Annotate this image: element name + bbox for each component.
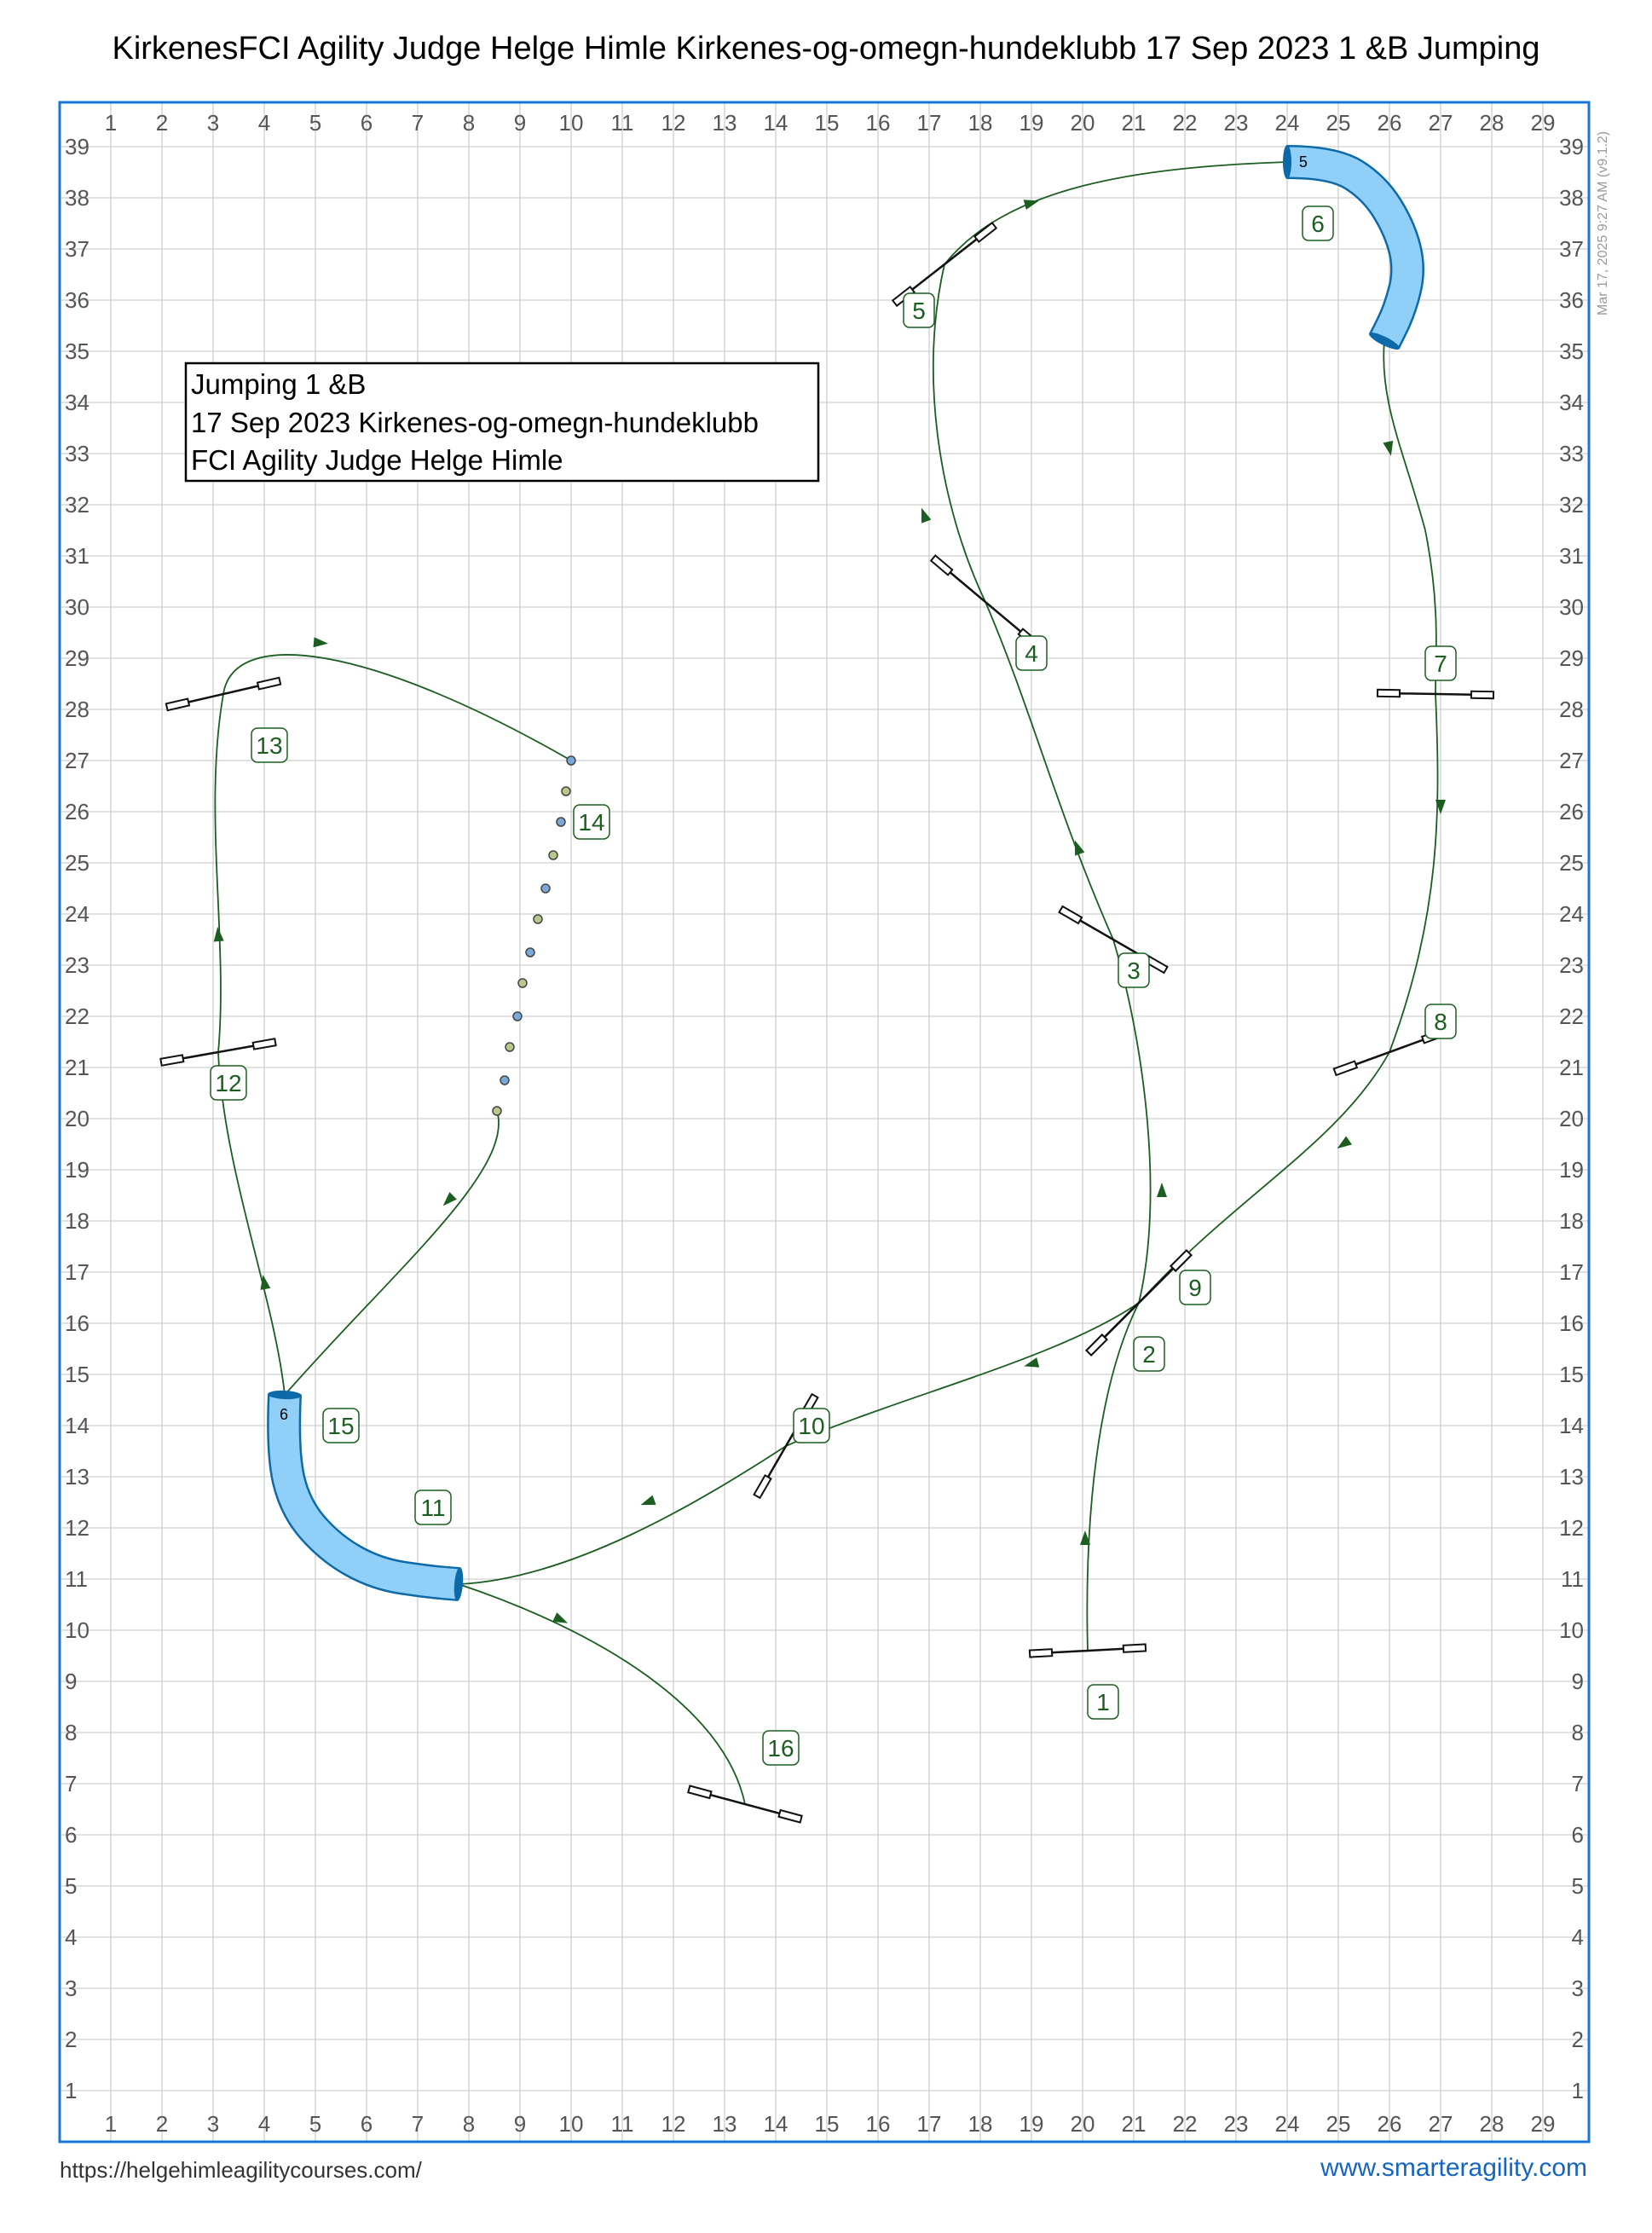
axis-label-x-top: 8 xyxy=(462,110,476,136)
obstacle-label-13 xyxy=(251,728,287,762)
axis-label-y-left: 1 xyxy=(65,2078,78,2103)
axis-label-x-bottom: 1 xyxy=(104,2111,118,2137)
axis-label-y-left: 18 xyxy=(65,1208,90,1234)
obstacle-label-text: 12 xyxy=(215,1070,242,1096)
axis-label-x-top: 13 xyxy=(712,110,737,136)
axis-label-y-right: 14 xyxy=(1559,1413,1584,1438)
axis-label-x-top: 12 xyxy=(661,110,686,136)
axis-label-x-top: 9 xyxy=(513,110,527,136)
axis-label-y-right: 6 xyxy=(1571,1822,1584,1848)
axis-label-y-right: 16 xyxy=(1559,1310,1584,1336)
axis-label-y-right: 9 xyxy=(1571,1669,1584,1694)
axis-label-y-left: 23 xyxy=(65,952,90,978)
obstacle-label-text: 4 xyxy=(1025,640,1038,667)
axis-label-x-bottom: 8 xyxy=(462,2111,476,2137)
axis-label-x-bottom: 28 xyxy=(1479,2111,1505,2137)
axis-label-x-bottom: 6 xyxy=(360,2111,373,2137)
weave-pole xyxy=(534,915,542,923)
axis-label-x-bottom: 24 xyxy=(1274,2111,1300,2137)
axis-label-y-right: 27 xyxy=(1559,748,1584,773)
axis-label-y-right: 13 xyxy=(1559,1464,1584,1490)
obstacle-label-text: 10 xyxy=(798,1413,825,1439)
axis-label-x-bottom: 20 xyxy=(1070,2111,1095,2137)
axis-label-y-left: 3 xyxy=(65,1976,78,2001)
axis-label-x-top: 23 xyxy=(1223,110,1249,136)
obstacle-label-text: 13 xyxy=(256,732,283,759)
axis-label-y-left: 33 xyxy=(65,441,90,466)
axis-label-y-right: 12 xyxy=(1559,1515,1584,1541)
axis-label-y-left: 2 xyxy=(65,2027,78,2052)
axis-label-x-bottom: 26 xyxy=(1377,2111,1402,2137)
axis-label-x-top: 15 xyxy=(814,110,840,136)
axis-label-y-right: 31 xyxy=(1559,543,1584,569)
axis-label-x-bottom: 18 xyxy=(968,2111,993,2137)
jump-wing-left xyxy=(1060,906,1083,923)
obstacle-label-text: 14 xyxy=(578,809,605,836)
path-segment xyxy=(459,1584,745,1804)
obstacle-label-11 xyxy=(415,1490,451,1524)
axis-label-y-right: 15 xyxy=(1559,1362,1584,1387)
axis-label-x-top: 3 xyxy=(206,110,220,136)
jump-wing-right xyxy=(779,1810,802,1822)
path-arrow xyxy=(439,1192,457,1210)
jump-wing-left xyxy=(688,1786,711,1798)
axis-label-y-right: 33 xyxy=(1559,441,1584,466)
axis-label-x-top: 2 xyxy=(155,110,169,136)
obstacle-label-14 xyxy=(574,805,609,839)
axis-label-y-right: 5 xyxy=(1571,1873,1584,1899)
axis-label-x-top: 11 xyxy=(610,110,634,136)
axis-label-x-bottom: 14 xyxy=(763,2111,788,2137)
info-box xyxy=(186,363,818,481)
axis-label-x-top: 24 xyxy=(1274,110,1300,136)
obstacle-label-3 xyxy=(1118,953,1149,987)
axis-label-x-top: 1 xyxy=(104,110,118,136)
obstacle-label-text: 8 xyxy=(1434,1009,1447,1035)
axis-label-y-left: 31 xyxy=(65,543,90,569)
axis-label-y-right: 26 xyxy=(1559,799,1584,824)
axis-label-y-right: 20 xyxy=(1559,1106,1584,1131)
axis-label-y-right: 32 xyxy=(1559,492,1584,518)
jump-wing-left xyxy=(166,699,189,711)
weave-pole xyxy=(500,1076,509,1085)
axis-label-y-right: 7 xyxy=(1571,1771,1584,1796)
axis-label-x-top: 20 xyxy=(1070,110,1095,136)
obstacle-label-text: 2 xyxy=(1142,1341,1156,1368)
axis-label-y-right: 17 xyxy=(1559,1259,1584,1285)
jump-wing-left xyxy=(931,556,952,576)
axis-label-x-top: 5 xyxy=(309,110,322,136)
axis-label-y-right: 37 xyxy=(1559,236,1584,262)
info-line-3: FCI Agility Judge Helge Himle xyxy=(191,444,563,476)
path-arrow-head xyxy=(638,1495,656,1510)
path-segment xyxy=(215,694,223,1052)
axis-label-y-left: 7 xyxy=(65,1771,78,1796)
jump-wing-left xyxy=(754,1475,771,1498)
axis-label-y-right: 4 xyxy=(1571,1924,1584,1950)
tunnel-number: 6 xyxy=(279,1406,288,1424)
jump-16 xyxy=(688,1786,801,1823)
axis-label-y-left: 30 xyxy=(65,594,90,620)
weave-pole xyxy=(549,851,557,859)
weave-poles xyxy=(493,756,575,1115)
jump-wing-left xyxy=(160,1055,183,1065)
axis-label-x-top: 25 xyxy=(1326,110,1351,136)
axis-label-y-left: 32 xyxy=(65,492,90,518)
tunnel-number: 5 xyxy=(1298,153,1308,171)
axis-label-y-left: 28 xyxy=(65,697,90,722)
path-segment xyxy=(218,1052,285,1395)
path-arrow xyxy=(1157,1183,1167,1197)
axis-label-y-left: 26 xyxy=(65,799,90,824)
weave-pole xyxy=(493,1107,501,1115)
axis-label-y-right: 23 xyxy=(1559,952,1584,978)
axis-label-y-left: 14 xyxy=(65,1413,90,1438)
jump-wing-right xyxy=(253,1038,276,1049)
axis-label-y-right: 3 xyxy=(1571,1976,1584,2001)
path-segment xyxy=(285,1111,499,1395)
path-arrow xyxy=(212,927,223,942)
axis-label-x-top: 18 xyxy=(968,110,993,136)
axis-label-y-left: 29 xyxy=(65,645,90,671)
axis-label-y-left: 16 xyxy=(65,1310,90,1336)
axis-label-y-right: 18 xyxy=(1559,1208,1584,1234)
axis-label-y-left: 9 xyxy=(65,1669,78,1694)
path-arrow-head xyxy=(439,1192,457,1210)
jump-wing-left xyxy=(1030,1649,1052,1657)
axis-label-x-top: 4 xyxy=(257,110,271,136)
axis-label-x-top: 14 xyxy=(763,110,788,136)
obstacle-label-5 xyxy=(904,293,934,327)
weave-pole xyxy=(518,979,527,987)
path-arrow-head xyxy=(212,927,223,942)
obstacle-label-7 xyxy=(1425,646,1456,680)
axis-label-x-bottom: 21 xyxy=(1121,2111,1147,2137)
obstacle-label-text: 6 xyxy=(1311,211,1325,237)
weave-pole xyxy=(541,884,550,893)
axis-label-y-right: 34 xyxy=(1559,390,1584,415)
page-title: KirkenesFCI Agility Judge Helge Himle Kirkenes-og-omegn-hundeklubb 17 Sep 2023 1 &B Jumping xyxy=(112,31,1540,67)
jump-wing-right xyxy=(1471,691,1493,698)
axis-label-y-left: 15 xyxy=(65,1362,90,1387)
axis-label-x-bottom: 4 xyxy=(257,2111,271,2137)
axis-label-y-right: 35 xyxy=(1559,338,1584,364)
weave-pole xyxy=(513,1012,522,1021)
axis-label-y-left: 37 xyxy=(65,236,90,262)
axis-label-x-top: 16 xyxy=(865,110,891,136)
obstacle-label-8 xyxy=(1425,1004,1456,1038)
info-line-2: 17 Sep 2023 Kirkenes-og-omegn-hundeklubb xyxy=(191,407,759,438)
obstacle-label-text: 5 xyxy=(912,298,926,324)
obstacle-label-text: 11 xyxy=(420,1495,446,1521)
axis-label-y-left: 6 xyxy=(65,1822,78,1848)
jump-13 xyxy=(166,678,280,710)
axis-label-y-right: 28 xyxy=(1559,697,1584,722)
axis-label-y-left: 4 xyxy=(65,1924,78,1950)
axis-label-x-bottom: 25 xyxy=(1326,2111,1351,2137)
axis-label-y-left: 5 xyxy=(65,1873,78,1899)
axis-label-x-bottom: 9 xyxy=(513,2111,527,2137)
tunnel-body xyxy=(284,1395,459,1584)
axis-label-y-left: 34 xyxy=(65,390,90,415)
axis-label-x-bottom: 2 xyxy=(155,2111,169,2137)
axis-label-x-bottom: 3 xyxy=(206,2111,220,2137)
jump-wing-left xyxy=(1086,1334,1106,1355)
axis-label-y-left: 21 xyxy=(65,1055,90,1080)
axis-label-y-left: 35 xyxy=(65,338,90,364)
axis-label-y-right: 24 xyxy=(1559,901,1584,927)
axis-label-x-top: 21 xyxy=(1121,110,1147,136)
weave-pole xyxy=(567,756,575,765)
axis-label-x-bottom: 13 xyxy=(712,2111,737,2137)
path-segment xyxy=(933,264,985,602)
axis-label-x-top: 19 xyxy=(1019,110,1044,136)
path-arrow-head xyxy=(1334,1136,1352,1153)
path-segment xyxy=(1113,940,1151,1303)
axis-label-y-left: 12 xyxy=(65,1515,90,1541)
axis-label-x-top: 17 xyxy=(916,110,942,136)
axis-label-y-right: 29 xyxy=(1559,645,1584,671)
axis-label-y-left: 13 xyxy=(65,1464,90,1490)
axis-label-y-right: 38 xyxy=(1559,185,1584,211)
axis-label-x-top: 22 xyxy=(1172,110,1198,136)
jump-wing-left xyxy=(1378,690,1400,697)
axis-label-y-left: 39 xyxy=(65,134,90,159)
axis-label-x-top: 7 xyxy=(411,110,425,136)
obstacle-label-text: 1 xyxy=(1096,1689,1110,1715)
axis-label-y-right: 39 xyxy=(1559,134,1584,159)
weave-pole xyxy=(562,787,570,795)
jump-3 xyxy=(1060,906,1168,973)
version-stamp: Mar 17, 2025 9:27 AM (v9.1.2) xyxy=(1596,130,1610,315)
footer-brand-link[interactable]: www.smarteragility.com xyxy=(1320,2154,1587,2182)
axis-label-x-bottom: 22 xyxy=(1172,2111,1198,2137)
axis-label-x-top: 28 xyxy=(1479,110,1505,136)
path-arrow xyxy=(638,1495,656,1510)
path-segment xyxy=(985,602,1113,940)
path-arrow xyxy=(1334,1136,1352,1153)
axis-label-y-left: 10 xyxy=(65,1617,90,1643)
path-arrow-head xyxy=(1157,1183,1167,1197)
obstacle-label-text: 9 xyxy=(1188,1275,1202,1301)
axis-label-y-right: 11 xyxy=(1561,1566,1584,1592)
obstacle-label-text: 16 xyxy=(767,1735,794,1762)
axis-label-y-left: 19 xyxy=(65,1157,90,1183)
axis-label-y-left: 27 xyxy=(65,748,90,773)
info-line-1: Jumping 1 &B xyxy=(191,368,367,400)
axis-label-y-left: 24 xyxy=(65,901,90,927)
axis-label-x-bottom: 17 xyxy=(916,2111,942,2137)
axis-label-x-bottom: 11 xyxy=(610,2111,634,2137)
axis-label-y-left: 38 xyxy=(65,185,90,211)
obstacle-label-4 xyxy=(1016,636,1047,670)
axis-label-y-left: 8 xyxy=(65,1720,78,1745)
obstacle-label-2 xyxy=(1134,1337,1164,1371)
axis-label-y-right: 1 xyxy=(1571,2078,1584,2103)
jump-wing-right xyxy=(257,678,280,690)
obstacle-label-9 xyxy=(1180,1270,1210,1305)
obstacle-label-12 xyxy=(211,1066,246,1100)
axis-label-x-bottom: 29 xyxy=(1530,2111,1556,2137)
axis-label-x-top: 27 xyxy=(1428,110,1453,136)
weave-pole xyxy=(557,818,565,826)
obstacle-label-10 xyxy=(794,1409,829,1443)
axis-label-y-right: 2 xyxy=(1571,2027,1584,2052)
weave-pole xyxy=(526,948,534,957)
jump-wing-right xyxy=(1170,1250,1191,1270)
axis-label-y-right: 8 xyxy=(1571,1720,1584,1745)
obstacle-label-1 xyxy=(1088,1685,1118,1719)
obstacle-label-text: 3 xyxy=(1127,957,1141,984)
axis-label-x-bottom: 5 xyxy=(309,2111,322,2137)
axis-label-x-bottom: 23 xyxy=(1223,2111,1249,2137)
tunnel-entry xyxy=(1283,145,1291,179)
axis-label-x-top: 29 xyxy=(1530,110,1556,136)
obstacle-label-16 xyxy=(763,1731,799,1765)
axis-label-y-left: 17 xyxy=(65,1259,90,1285)
obstacle-label-text: 15 xyxy=(327,1413,355,1439)
axis-label-y-left: 20 xyxy=(65,1106,90,1131)
axis-label-y-left: 25 xyxy=(65,850,90,876)
obstacle-label-text: 7 xyxy=(1434,651,1447,677)
axis-label-x-bottom: 15 xyxy=(814,2111,840,2137)
weave-pole xyxy=(505,1043,514,1051)
axis-label-x-bottom: 16 xyxy=(865,2111,891,2137)
axis-label-x-bottom: 10 xyxy=(558,2111,584,2137)
axis-label-y-right: 30 xyxy=(1559,594,1584,620)
axis-label-x-top: 10 xyxy=(558,110,584,136)
jump-4 xyxy=(931,556,1040,649)
axis-label-y-right: 22 xyxy=(1559,1004,1584,1029)
axis-label-y-right: 10 xyxy=(1559,1617,1584,1643)
footer-source-url[interactable]: https://helgehimleagilitycourses.com/ xyxy=(60,2157,422,2183)
axis-label-y-right: 25 xyxy=(1559,850,1584,876)
axis-label-y-right: 36 xyxy=(1559,287,1584,313)
jump-wing-right xyxy=(1123,1644,1146,1652)
axis-label-y-left: 22 xyxy=(65,1004,90,1029)
axis-label-x-bottom: 7 xyxy=(411,2111,425,2137)
obstacle-label-15 xyxy=(323,1409,359,1443)
path-segment xyxy=(1389,694,1438,1052)
axis-label-x-bottom: 19 xyxy=(1019,2111,1044,2137)
axis-label-x-top: 26 xyxy=(1377,110,1402,136)
axis-label-y-right: 21 xyxy=(1559,1055,1584,1080)
obstacle-label-6 xyxy=(1303,206,1333,240)
axis-label-x-bottom: 12 xyxy=(661,2111,686,2137)
axis-label-y-right: 19 xyxy=(1559,1157,1584,1183)
axis-label-y-left: 11 xyxy=(65,1566,88,1592)
axis-label-x-top: 6 xyxy=(360,110,373,136)
jump-wing-left xyxy=(1334,1062,1357,1075)
axis-label-y-left: 36 xyxy=(65,287,90,313)
axis-label-x-bottom: 27 xyxy=(1428,2111,1453,2137)
